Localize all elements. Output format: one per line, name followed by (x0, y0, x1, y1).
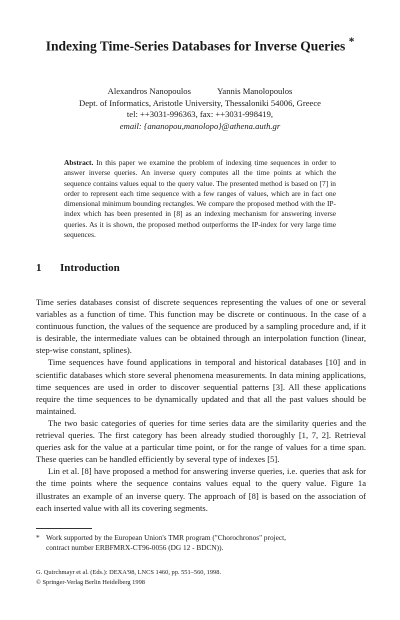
section-title: Introduction (60, 262, 120, 274)
paragraph: The two basic categories of queries for time series data are the similarity queries and the retrieval queries. The first category has been already studied thoroughly [1, 7, 2]. Retrieval queries ask for the value at a particular time point, or for the range of values for a time span. These queries can be handled efficiently by several type of indexes [5]. (36, 417, 366, 465)
section-number: 1 (36, 262, 42, 274)
footnote-line-2: contract number ERBFMRX-CT96-0056 (DG 12 - BDCN)). (46, 543, 224, 552)
paragraph: Time sequences have found applications in temporal and historical databases [10] and in scientific databases which store several phenomena measurements. In data mining applications, time sequences are used in order to discover sequential patterns [3]. All these applications require the time sequences to be dynamically updated and that all the past values should be maintained. (36, 357, 366, 416)
author-email: email: {ananopou,manolopo}@athena.auth.gr (119, 120, 281, 131)
footnote-line-1: Work supported by the European Union's TMR program ("Chorochronos" project, (46, 533, 287, 542)
author-name-2: Yannis Manolopoulos (217, 86, 293, 96)
title-footnote-mark: * (348, 36, 355, 48)
author-block (20, 86, 380, 132)
body-text (36, 296, 366, 514)
author-contact: tel: ++3031-996363, fax: ++3031-998419, (126, 109, 274, 120)
author-affiliation: Dept. of Informatics, Aristotle University, Thessaloniki 54006, Greece (78, 97, 321, 108)
abstract-text: In this paper we examine the problem of indexing time sequences in order to answer inverse queries. An inverse query computes all the time points at which the sequence contains values equal to the query value. The presented method is based on [7] in order to represent each time sequence with a few ranges of values, which are in fact one dimensional minimum bounding rectangles. We compare the proposed method with the IP-index which has been presented in [8] as an indexing mechanism for answering inverse queries. As it is shown, the proposed method outperforms the IP-index for very large time sequences. (64, 158, 336, 240)
title-text: Indexing Time-Series Databases for Inverse Queries (45, 38, 346, 54)
footnote-mark: * (36, 533, 40, 542)
paper-title (40, 34, 360, 55)
footnote-rule (36, 528, 92, 529)
footnote (36, 533, 366, 553)
author-name-1: Alexandros Nanopoulos (107, 86, 191, 96)
paragraph: Lin et al. [8] have proposed a method for answering inverse queries, i.e. queries that ask for the time points where the sequence contains values equal to the query value. Figure 1a illustrates an example of an inverse query. The approach of [8] is based on the association of each inserted value with all its covering segments. (36, 466, 366, 513)
paragraph: Time series databases consist of discrete sequences representing the values of one or several variables as a function of time. This function may be discrete or continuous. In the case of a continuous function, the values of the sequence are produced by a sampling procedure and, if it is desirable, the intermediate values can be obtained through an interpolation function (linear, step-wise constant, splines). (36, 297, 366, 356)
publication-info (36, 568, 366, 587)
author-names (20, 86, 380, 98)
abstract (64, 158, 336, 240)
section-heading (36, 262, 366, 274)
publication-copyright: © Springer-Verlag Berlin Heidelberg 1998 (36, 578, 145, 586)
abstract-label: Abstract. (64, 158, 94, 167)
publication-citation: G. Quirchmayr et al. (Eds.): DEXA'98, LNCS 1460, pp. 551–560, 1998. (36, 569, 222, 576)
